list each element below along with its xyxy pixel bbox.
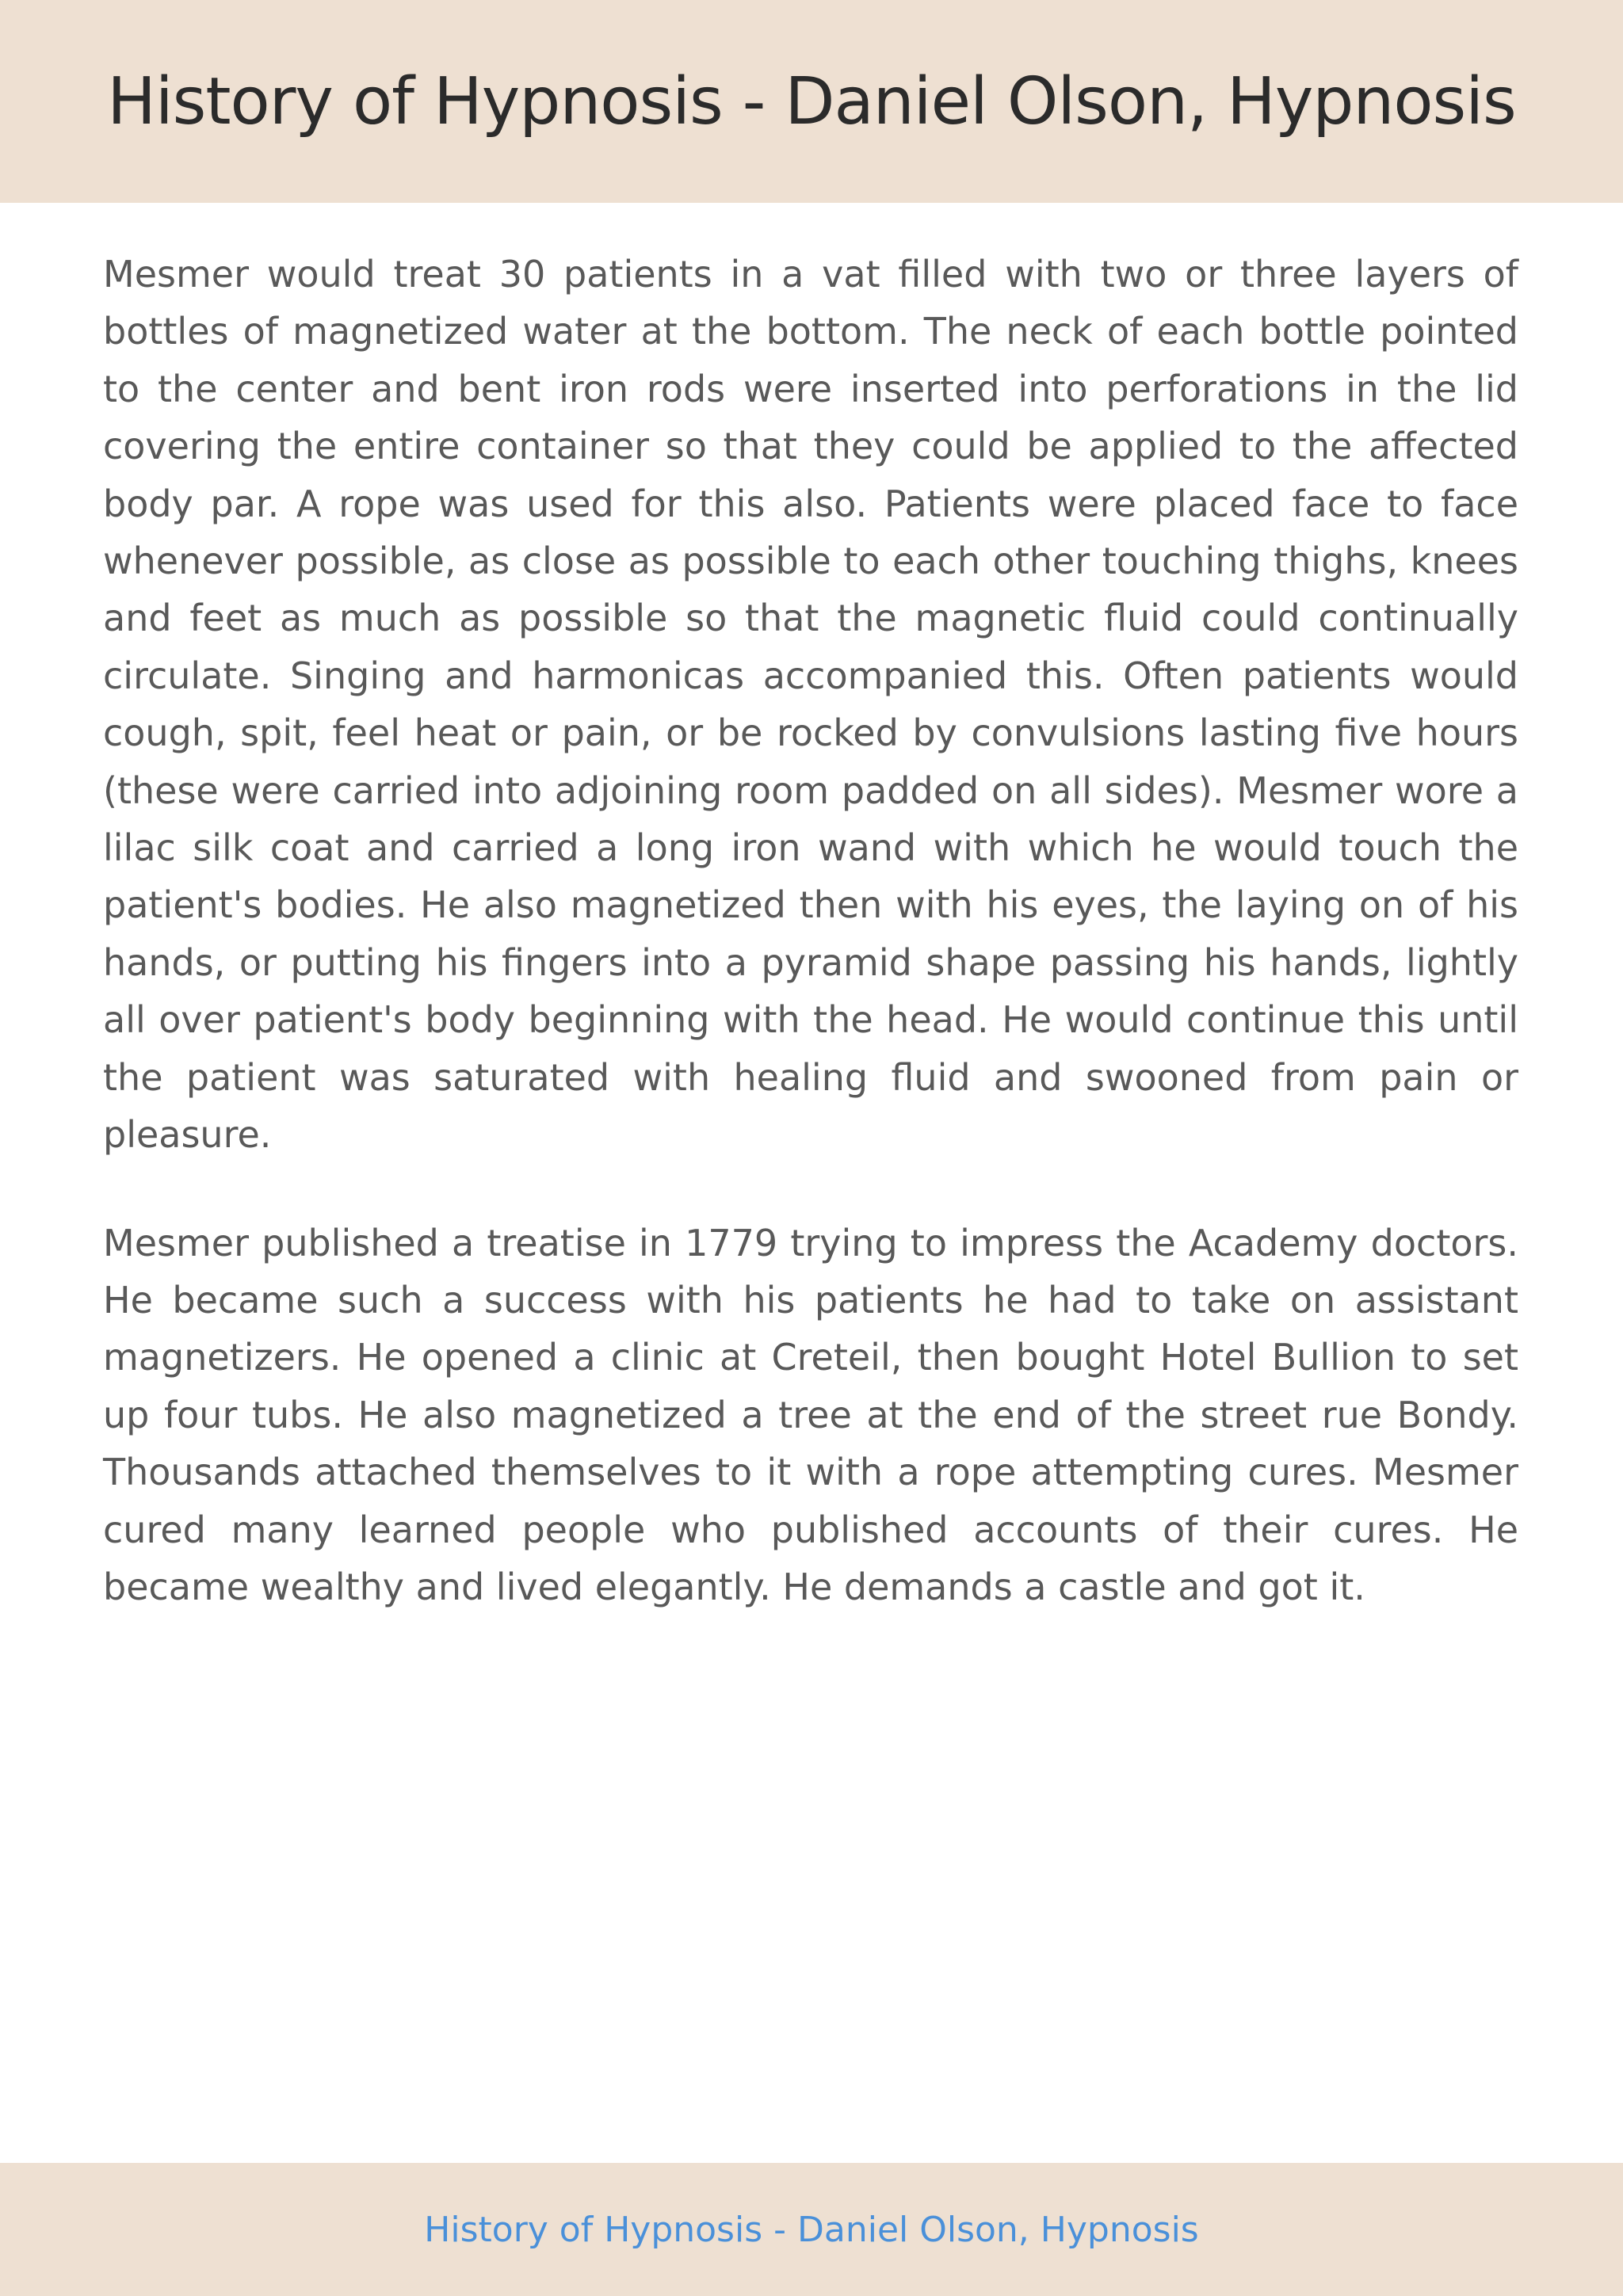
article-body <box>103 246 1518 1666</box>
paragraph-1: Mesmer would treat 30 patients in a vat filled with two or three layers of bottles of magnetized water at the bottom. The neck of each bottle pointed to the center and bent iron rods were inserted into perforations in the lid covering the entire container so that they could be applied to the affected body par. A rope was used for this also. Patients were placed face to face whenever possible, as close as possible to each other touching thighs, knees and feet as much as possible so that the magnetic fluid could continually circulate. Singing and harmonicas accompanied this. Often patients would cough, spit, feel heat or pain, or be rocked by convulsions lasting five hours (these were carried into adjoining room padded on all sides). Mesmer wore a lilac silk coat and carried a long iron wand with which he would touch the patient's bodies. He also magnetized then with his eyes, the laying on of his hands, or putting his fingers into a pyramid shape passing his hands, lightly all over patient's body beginning with the head. He would continue this until the patient was saturated with healing fluid and swooned from pain or pleasure. <box>103 253 1518 1157</box>
footer-link[interactable]: History of Hypnosis - Daniel Olson, Hypnosis <box>424 2209 1199 2250</box>
page-header <box>0 0 1623 203</box>
page-footer <box>0 2163 1623 2296</box>
page-title: History of Hypnosis - Daniel Olson, Hypnosis <box>107 63 1516 139</box>
paragraph-2: Mesmer published a treatise in 1779 trying to impress the Academy doctors. He became such a success with his patients he had to take on assistant magnetizers. He opened a clinic at Creteil, then bought Hotel Bullion to set up four tubs. He also magnetized a tree at the end of the street rue Bondy. Thousands attached themselves to it with a rope attempting cures. Mesmer cured many learned people who published accounts of their cures. He became wealthy and lived elegantly. He demands a castle and got it. <box>103 1221 1518 1608</box>
